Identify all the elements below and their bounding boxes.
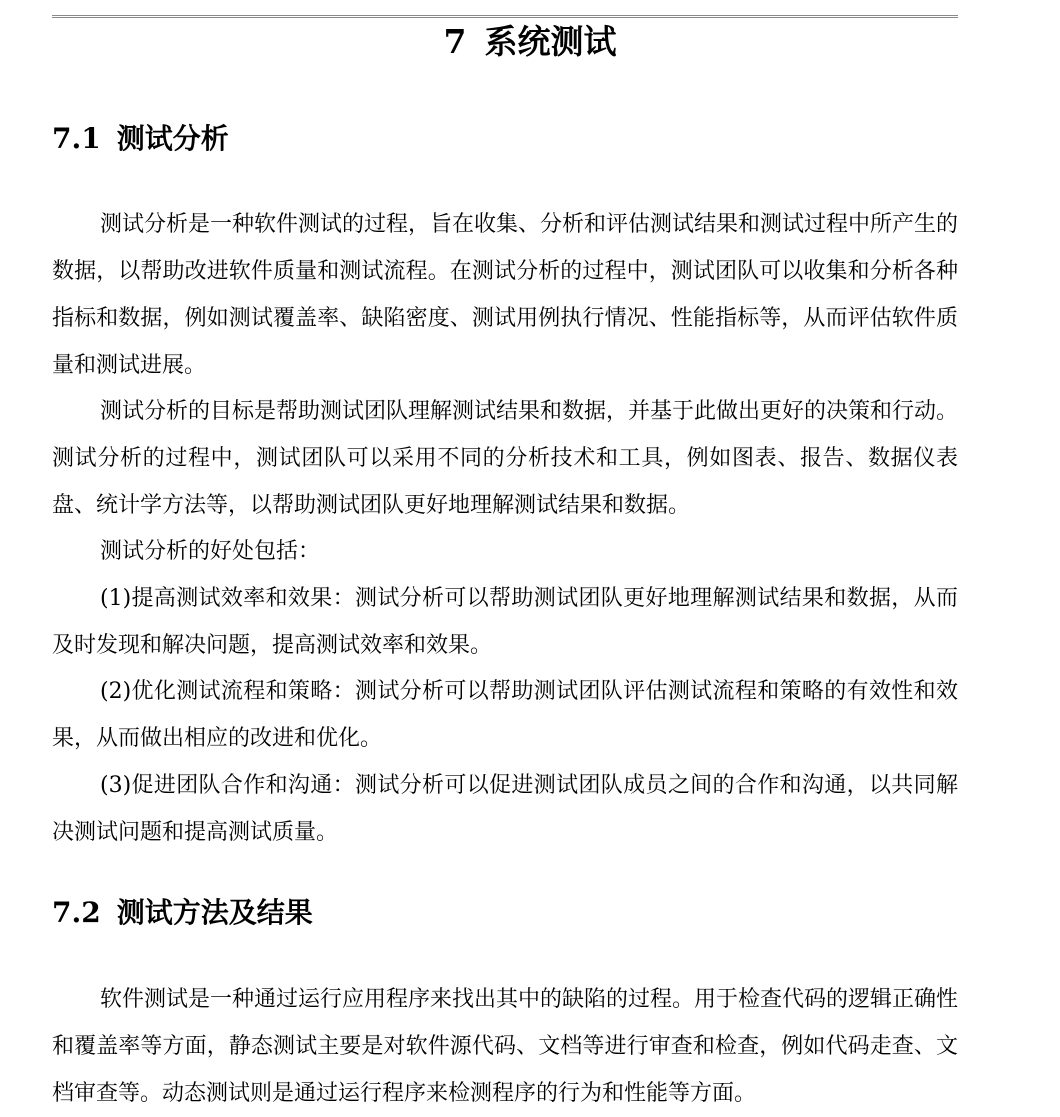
- chapter-number: 7: [443, 22, 467, 61]
- chapter-title-text: 系统测试: [484, 22, 617, 61]
- section-heading-7-2: [52, 893, 313, 933]
- paragraph: (3)促进团队合作和沟通：测试分析可以促进测试团队成员之间的合作和沟通，以共同解决测试问题和提高测试质量。: [52, 773, 958, 845]
- section-heading-7-1: [52, 119, 229, 159]
- paragraph: (1)提高测试效率和效果：测试分析可以帮助测试团队更好地理解测试结果和数据，从而及时发现和解决问题，提高测试效率和效果。: [52, 586, 958, 658]
- paragraph: 测试分析是一种软件测试的过程，旨在收集、分析和评估测试结果和测试过程中所产生的数据，以帮助改进软件质量和测试流程。在测试分析的过程中，测试团队可以收集和分析各种指标和数据，例如测试覆盖率、缺陷密度、测试用例执行情况、性能指标等，从而评估软件质量和测试进展。: [52, 212, 959, 378]
- paragraph: 软件测试是一种通过运行应用程序来找出其中的缺陷的过程。用于检查代码的逻辑正确性和覆盖率等方面，静态测试主要是对软件源代码、文档等进行审查和检查，例如代码走查、文档审查等。动态测试则是通过运行程序来检测程序的行为和性能等方面。: [52, 987, 959, 1106]
- section-title-text: 测试分析: [116, 122, 229, 155]
- paragraph: (2)优化测试流程和策略：测试分析可以帮助测试团队评估测试流程和策略的有效性和效果，从而做出相应的改进和优化。: [52, 679, 958, 751]
- paragraph: 测试分析的好处包括：: [100, 539, 321, 564]
- section-title-text: 测试方法及结果: [116, 896, 313, 929]
- chapter-title: [0, 18, 1060, 66]
- paragraph: 测试分析的目标是帮助测试团队理解测试结果和数据，并基于此做出更好的决策和行动。测试分析的过程中，测试团队可以采用不同的分析技术和工具，例如图表、报告、数据仪表盘、统计学方法等，以帮助测试团队更好地理解测试结果和数据。: [52, 399, 959, 518]
- section-number: 7.2: [52, 896, 101, 929]
- section-number: 7.1: [52, 122, 101, 155]
